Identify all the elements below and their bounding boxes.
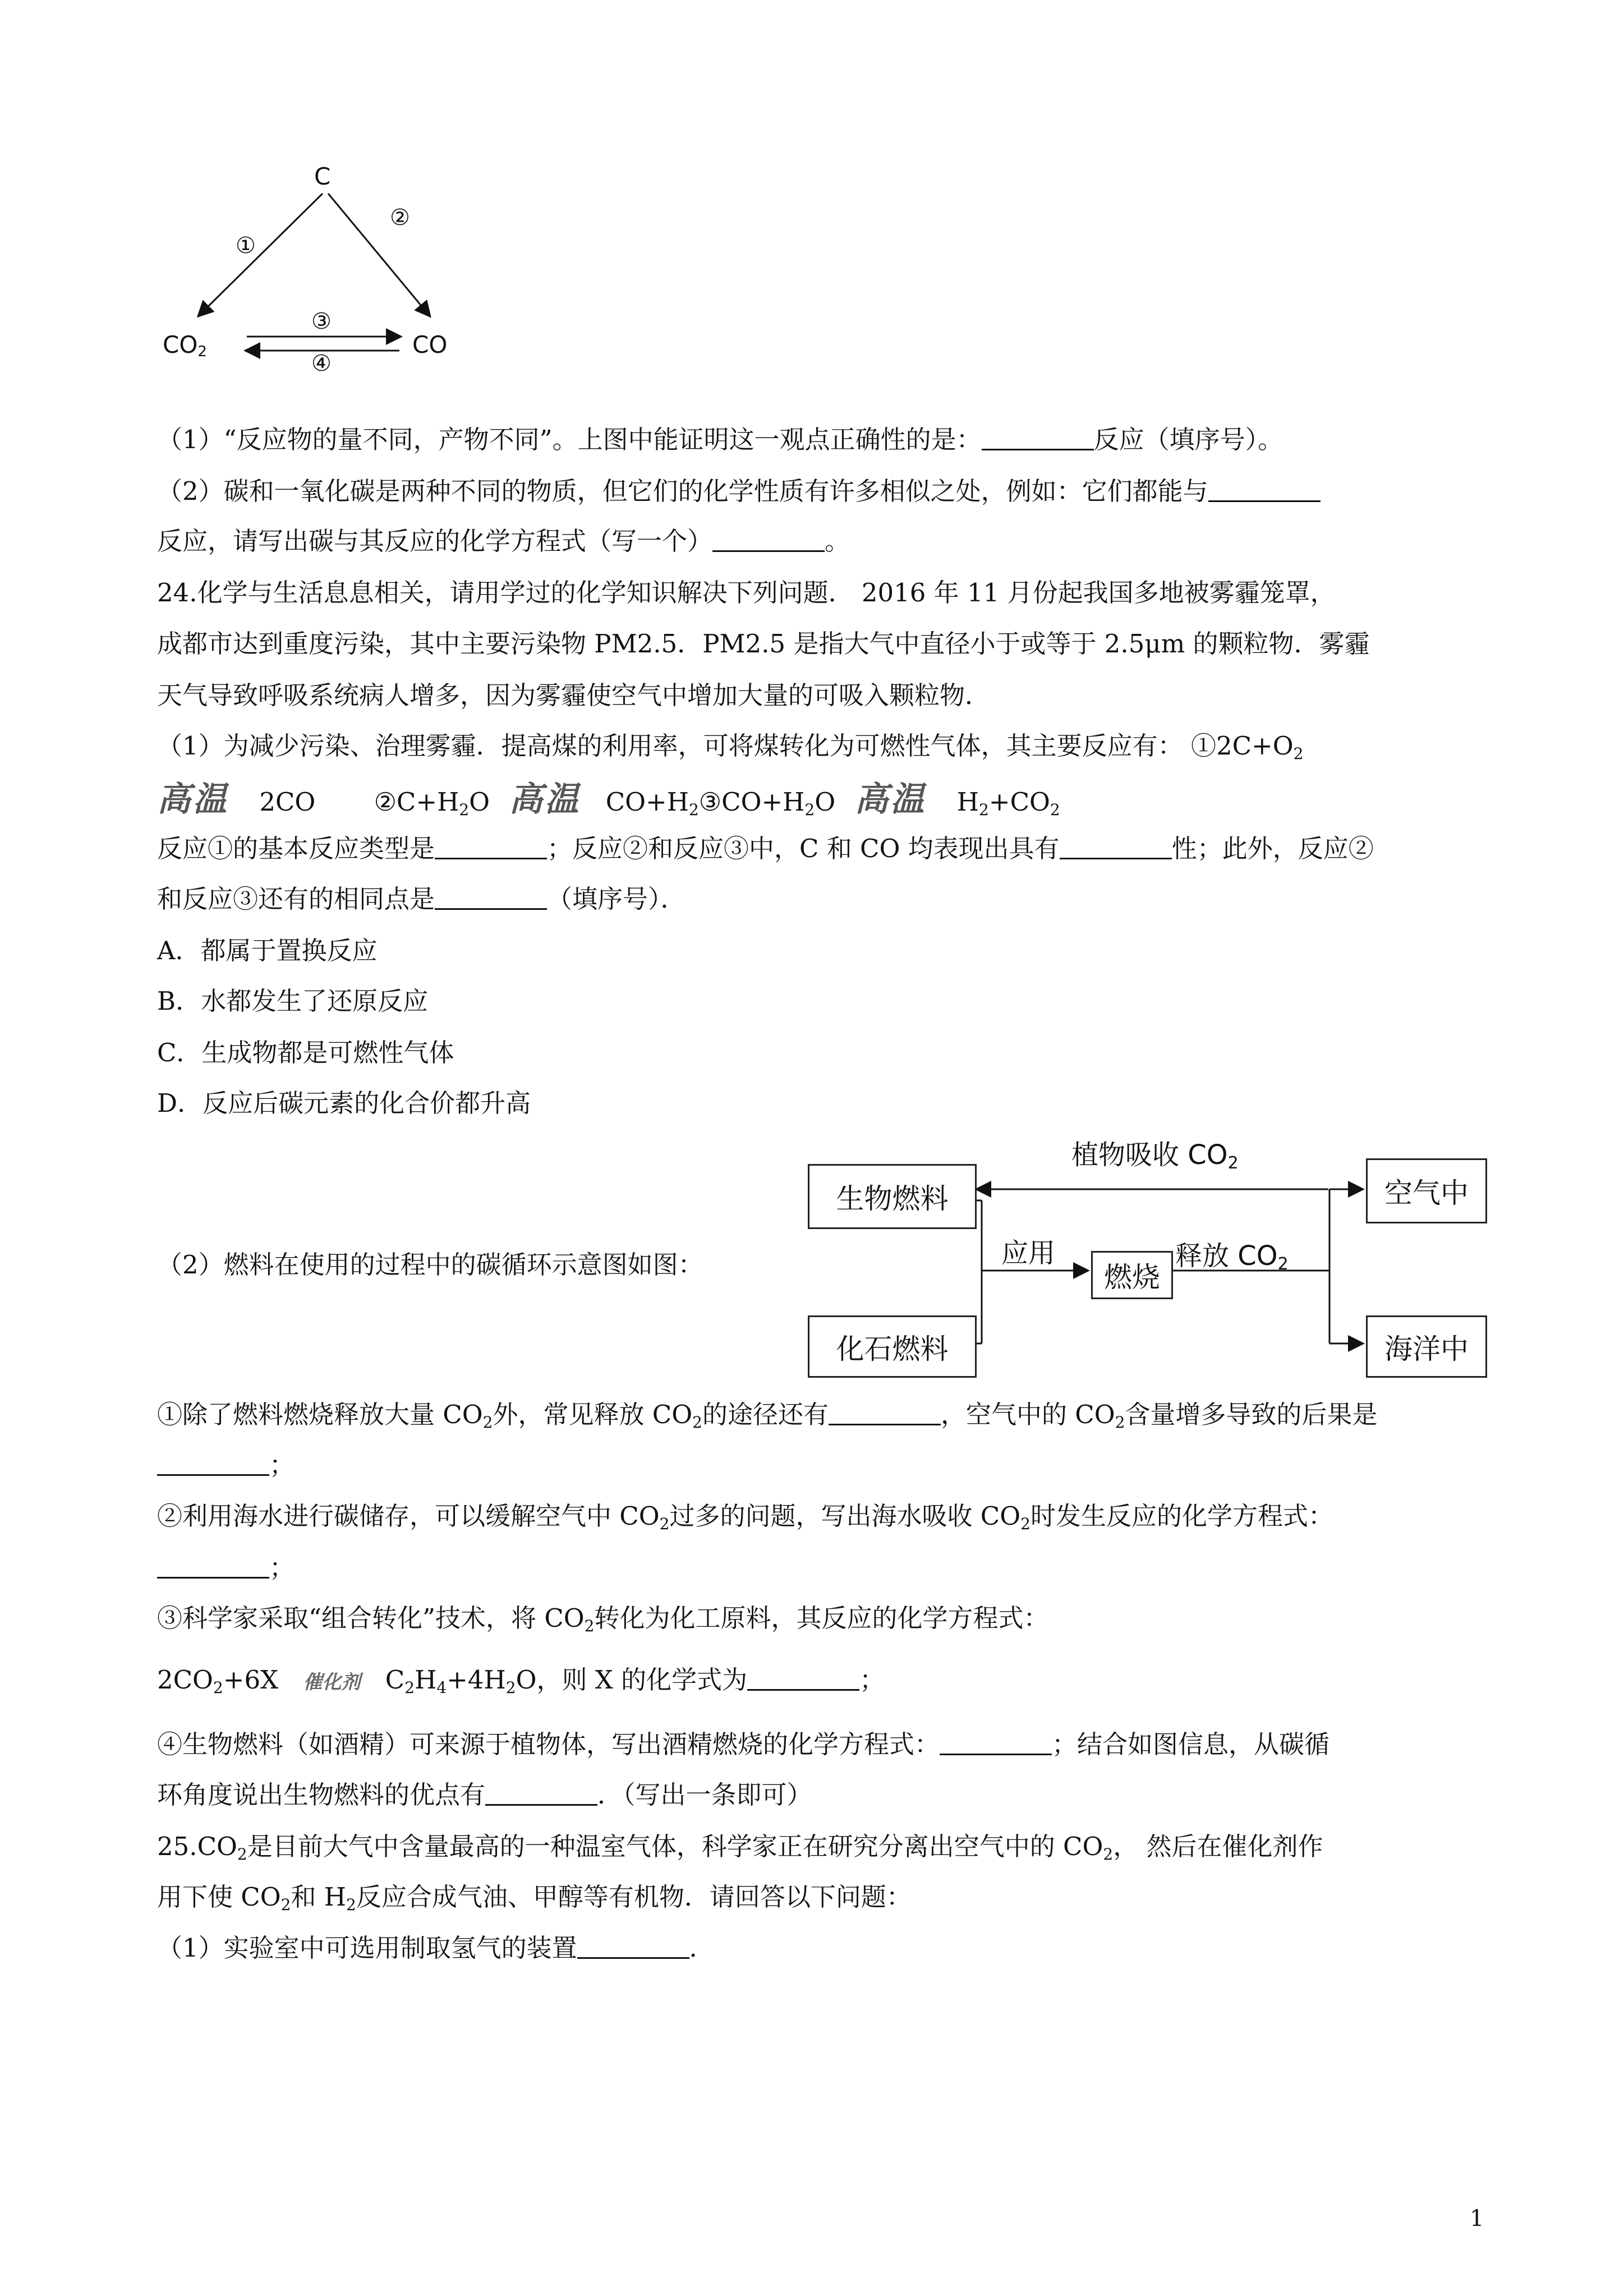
option-b[interactable]: B．水都发生了还原反应 — [157, 986, 429, 1016]
burn-box: 燃烧 — [1091, 1251, 1173, 1299]
arrow-label-1: ① — [236, 233, 256, 259]
release-label: 释放 $CO_2$ — [1175, 1240, 1289, 1274]
q25-line1: $25.CO_2$是目前大气中含量最高的一种温室气体，科学家正在研究分离出空气中的 $CO_2$， 然后在催化剂作 — [157, 1832, 1323, 1864]
condition-high-temp: 高温 — [509, 780, 581, 819]
node-c: C — [314, 163, 331, 190]
answer-blank[interactable] — [435, 835, 547, 859]
answer-blank[interactable] — [1060, 835, 1172, 859]
option-d[interactable]: D．反应后碳元素的化合价都升高 — [157, 1088, 531, 1118]
absorb-label: 植物吸收 $CO_2$ — [1071, 1139, 1239, 1173]
answer-blank[interactable] — [157, 1554, 269, 1579]
arrow-label-4: ④ — [311, 351, 332, 376]
node-co: CO — [412, 331, 448, 358]
node-co2: $CO_2$ — [163, 331, 207, 360]
q24-question-line2: 和反应③还有的相同点是 （填序号）． — [157, 884, 686, 914]
q24-intro-line1: 24.化学与生活息息相关，请用学过的化学知识解决下列问题． 2016 年 11 月份起我国多地被雾霾笼罩， — [157, 578, 1336, 608]
condition-high-temp: 高温 — [157, 780, 229, 819]
answer-blank[interactable] — [1208, 478, 1321, 502]
q24-sub1-line2: ； — [157, 1448, 295, 1482]
q24-question-line1: 反应①的基本反应类型是 ；反应②和反应③中，C 和 CO 均表现出具有 性；此外，反应② — [157, 834, 1374, 863]
answer-blank[interactable] — [435, 886, 547, 910]
air-box: 空气中 — [1366, 1158, 1487, 1223]
catalyst-condition: 催化剂 — [303, 1671, 361, 1694]
option-a[interactable]: A．都属于置换反应 — [157, 936, 378, 965]
q24-intro-line2: 成都市达到重度污染，其中主要污染物 PM2.5．PM2.5 是指大气中直径小于或等于 2.5μm 的颗粒物．雾霾 — [157, 629, 1370, 659]
q24-sub1-line1: ①除了燃料燃烧释放大量 $CO_2$外，常见释放 $CO_2$的途径还有 ，空气中的 $CO_2$含量增多导致的后果是 — [157, 1400, 1378, 1432]
page-number: 1 — [1470, 2206, 1484, 2231]
q24-equations: 高温 2CO $②C+H_2O$ 高温 $CO+H_2③CO+H_2O$ 高温 $H_2+CO_2$ — [157, 780, 1060, 819]
answer-blank[interactable] — [485, 1782, 597, 1806]
q23-part2-line1: （2）碳和一氧化碳是两种不同的物质，但它们的化学性质有许多相似之处，例如：它们都能与 — [157, 475, 1321, 508]
q25-line3: （1）实验室中可选用制取氢气的装置 ． — [157, 1933, 715, 1963]
q24-part1: （1）为减少污染、治理雾霾．提高煤的利用率，可将煤转化为可燃性气体，其主要反应有： $①2C+O_2$ — [157, 731, 1304, 763]
ocean-box: 海洋中 — [1366, 1315, 1487, 1378]
answer-blank[interactable] — [982, 426, 1094, 450]
answer-blank[interactable] — [829, 1401, 941, 1425]
option-c[interactable]: C．生成物都是可燃性气体 — [157, 1038, 454, 1068]
q23-part1: （1）“反应物的量不同，产物不同”。上图中能证明这一观点正确性的是： 反应（填序号）。 — [157, 425, 1283, 454]
bio-fuel-box: 生物燃料 — [808, 1164, 977, 1229]
q24-sub2-line2: ； — [157, 1551, 295, 1585]
q24-sub2-line1: ②利用海水进行碳储存，可以缓解空气中 $CO_2$过多的问题，写出海水吸收 $CO_2$时发生反应的化学方程式： — [157, 1501, 1333, 1533]
q23-part2-line2: 反应，请写出碳与其反应的化学方程式（写一个） 。 — [157, 526, 850, 556]
arrow-label-3: ③ — [311, 309, 332, 334]
arrow-label-2: ② — [390, 205, 410, 231]
q24-intro-line3: 天气导致呼吸系统病人增多，因为雾霾使空气中增加大量的可吸入颗粒物． — [157, 680, 991, 710]
answer-blank[interactable] — [577, 1935, 689, 1959]
carbon-cycle-diagram — [802, 1133, 1492, 1386]
q24-sub4-line1: ④生物燃料（如酒精）可来源于植物体，写出酒精燃烧的化学方程式： ；结合如图信息，从碳循 — [157, 1729, 1330, 1759]
q24-part2: （2）燃料在使用的过程中的碳循环示意图如图： — [157, 1250, 703, 1280]
answer-blank[interactable] — [157, 1452, 269, 1476]
q24-sub4-line2: 环角度说出生物燃料的优点有 ．（写出一条即可） — [157, 1780, 812, 1810]
q24-sub3-equation: $2CO_2+6X$ 催化剂 $C_2H_4+4H_2O$，则 X 的化学式为 ； — [157, 1665, 885, 1697]
q24-sub3-line1: ③科学家采取“组合转化”技术，将 $CO_2$转化为化工原料，其反应的化学方程式： — [157, 1603, 1049, 1635]
apply-label: 应用 — [1001, 1237, 1056, 1269]
condition-high-temp: 高温 — [854, 780, 927, 819]
answer-blank[interactable] — [712, 528, 825, 552]
q25-line2: 用下使 $CO_2$和 $H_2$反应合成气油、甲醇等有机物．请回答以下问题： — [157, 1882, 912, 1914]
fossil-fuel-box: 化石燃料 — [808, 1315, 977, 1378]
answer-blank[interactable] — [747, 1667, 859, 1691]
answer-blank[interactable] — [940, 1731, 1052, 1755]
carbon-triangle-diagram — [157, 163, 471, 393]
